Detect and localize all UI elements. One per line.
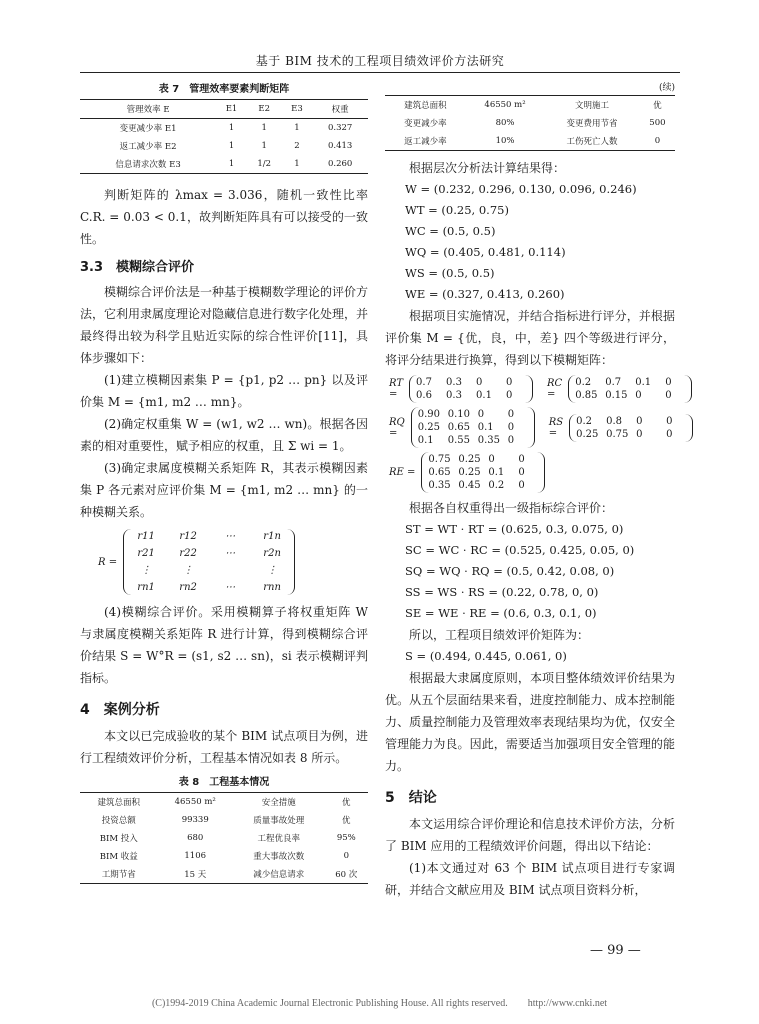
table-row	[80, 865, 368, 884]
table-cell: 建筑总面积	[97, 798, 141, 808]
matrix-cell: 0.75	[606, 428, 629, 440]
table8	[80, 792, 368, 884]
weight-vector-WT: WT = (0.25, 0.75)	[405, 203, 509, 217]
matrix-cell: 0	[518, 467, 525, 478]
matrix-cell: 0.65	[428, 467, 451, 478]
matrix-cell: 0	[506, 390, 513, 401]
matrix-cell: 0	[518, 454, 525, 465]
section-4-heading: 4 案例分析	[80, 702, 160, 718]
matrix-R-body	[123, 529, 295, 595]
table-cell: 1/2	[257, 159, 272, 169]
step-4: (4)模糊综合评价。采用模糊算子将权重矩阵 W 与隶属度模糊关系矩阵 R 进行计算，得到模糊综合评价结果 S = W°R = (s1, s2 … sn)，si 表示模糊评判指标。	[80, 605, 368, 685]
step-1: (1)建立模糊因素集 P = {p1, p2 … pn} 以及评价集 M = {m1, m2 … mn}。	[80, 373, 368, 409]
matrix-cell: 0	[666, 428, 673, 440]
matrix-row-RQ-RS	[385, 407, 675, 448]
table-row	[385, 114, 675, 132]
table-cell: 变更费用节省	[566, 119, 618, 129]
paragraph-level-eval: 根据各自权重得出一级指标综合评价：	[409, 501, 614, 515]
copyright-footer: (C)1994-2019 China Academic Journal Electronic Publishing House. All rights reserved. http://www.cnki.net	[151, 998, 608, 1009]
paragraph-scoring: 根据项目实施情况，并结合指标进行评分，并根据评价集 M = {优，良，中，差} 四个等级进行评分，将评分结果进行换算，得到以下模糊矩阵：	[385, 309, 675, 367]
matrix-cell: ⋮	[267, 565, 278, 576]
matrix-cell: 0.25	[458, 454, 481, 465]
table-cell: 15 天	[184, 870, 207, 880]
score-vector-SQ: SQ = WQ · RQ = (0.5, 0.42, 0.08, 0)	[405, 564, 615, 578]
matrix-cell: 0	[665, 390, 672, 401]
step-2: (2)确定权重集 W = (w1, w2 … wn)。根据各因素的相对重要性，赋予相应的权重，且 Σ wi = 1。	[80, 417, 368, 453]
weight-vector-WQ: WQ = (0.405, 0.481, 0.114)	[405, 245, 566, 259]
matrix-cell: 0.25	[458, 467, 481, 478]
table7-header-cell: E1	[216, 100, 247, 119]
matrix-cell	[214, 565, 246, 576]
matrix-cell: ⋮	[141, 565, 152, 576]
matrix-cell: 0.2	[488, 480, 505, 491]
matrix-RC-label: RC =	[547, 378, 563, 400]
table-row	[80, 829, 368, 847]
table-row	[80, 155, 368, 174]
table-cell: 2	[294, 141, 300, 151]
table7-header-row	[80, 100, 368, 119]
score-vector-SS: SS = WS · RS = (0.22, 0.78, 0, 0)	[405, 585, 599, 599]
table-cell: 优	[342, 798, 351, 808]
table-cell: 信息请求次数 E3	[115, 160, 181, 170]
table-cell: 46550 m²	[174, 797, 216, 807]
table-row	[80, 793, 368, 812]
table-cell: 安全措施	[261, 798, 296, 808]
matrix-cell: 0.55	[447, 435, 470, 446]
matrix-cell: 0.6	[416, 390, 432, 401]
weight-vector-WC: WC = (0.5, 0.5)	[405, 224, 496, 238]
table-cell: 工伤死亡人数	[566, 137, 618, 147]
matrix-cell: 0.45	[458, 480, 481, 491]
matrix-RC	[568, 375, 692, 403]
weight-vector-W: W = (0.232, 0.296, 0.130, 0.096, 0.246)	[405, 182, 637, 196]
table-cell: BIM 收益	[99, 852, 138, 862]
page-number: — 99 —	[590, 943, 641, 958]
matrix-cell: 0.1	[417, 435, 434, 446]
matrix-row-RE	[385, 452, 675, 493]
matrix-cell: 0.1	[477, 422, 494, 433]
table-cell: 95%	[336, 833, 356, 843]
matrix-cell: 0.85	[575, 390, 598, 401]
table-cell: 优	[653, 101, 662, 111]
table-cell: 减少信息请求	[253, 870, 305, 880]
matrix-cell: 0.1	[476, 390, 492, 401]
table-cell: 1	[294, 123, 300, 133]
table-cell: 0.260	[327, 159, 353, 169]
matrix-cell: 0.2	[575, 377, 592, 388]
table-row	[385, 96, 675, 115]
matrix-cell: 0	[506, 377, 513, 388]
matrix-cell: 0	[507, 435, 515, 446]
matrix-cell: 0.8	[606, 415, 623, 427]
table7-header-cell: 管理效率 E	[80, 100, 216, 119]
score-vector-SE: SE = WE · RE = (0.6, 0.3, 0.1, 0)	[405, 606, 597, 620]
paragraph-section-5-item-1: (1)本文通过对 63 个 BIM 试点项目进行专家调研，并结合文献应用及 BIM 试点项目资料分析，	[385, 861, 675, 897]
matrix-cell: 0	[507, 422, 515, 433]
table-cell: 工程优良率	[257, 834, 300, 844]
table-cell: 1	[228, 141, 235, 151]
matrix-cell: 0.2	[576, 415, 593, 427]
table7-caption: 表 7 管理效率要素判断矩阵	[158, 84, 290, 95]
table-cell: 1	[261, 123, 267, 133]
matrix-cell: rn1	[137, 582, 155, 593]
matrix-RS	[569, 414, 693, 442]
table8-continued	[385, 95, 675, 151]
running-header: 基于 BIM 技术的工程项目绩效评价方法研究	[255, 54, 505, 68]
matrix-cell: 0	[507, 409, 515, 420]
matrix-cell: 0	[636, 428, 643, 440]
table-row	[80, 119, 368, 138]
matrix-cell: 0.25	[417, 422, 440, 433]
table-cell: 工期节省	[101, 870, 136, 880]
table-cell: 1	[261, 141, 267, 151]
matrix-cell: 0.7	[416, 377, 432, 388]
table-cell: 500	[649, 118, 666, 128]
table-cell: BIM 投入	[99, 834, 138, 844]
table-cell: 10%	[495, 136, 515, 146]
table-cell: 0.413	[327, 141, 353, 151]
matrix-cell: 0.10	[447, 409, 470, 420]
paragraph-fuzzy-intro: 模糊综合评价法是一种基于模糊数学理论的评价方法，它利用隶属度理论对隐藏信息进行数字化处理，并最终得出较为科学且贴近实际的综合性评价[11]，具体步骤如下：	[80, 285, 369, 365]
matrix-cell: 0.35	[477, 435, 500, 446]
header-rule	[80, 72, 680, 73]
table8-caption: 表 8 工程基本情况	[178, 777, 270, 788]
matrix-RQ-label: RQ =	[389, 416, 405, 439]
table-row	[385, 132, 675, 151]
matrix-cell: r12	[179, 531, 197, 542]
paragraph-case-intro: 本文以已完成验收的某个 BIM 试点项目为例，进行工程绩效评价分析，工程基本情况如表 8 所示。	[80, 729, 368, 765]
matrix-cell: 0	[666, 415, 673, 427]
table8-continued-label: (续)	[658, 83, 675, 93]
table-cell: 质量事故处理	[253, 816, 305, 826]
matrix-RS-label: RS =	[548, 416, 564, 439]
matrix-RT-label: RT =	[389, 378, 404, 400]
matrix-cell: rnn	[263, 582, 281, 593]
table-cell: 0	[654, 136, 661, 146]
matrix-cell: 0.90	[417, 409, 440, 420]
table-cell: 60 次	[335, 870, 358, 880]
matrix-cell: 0	[477, 409, 485, 420]
matrix-RT	[409, 375, 533, 403]
matrix-RQ	[411, 407, 535, 448]
matrix-cell: 0.15	[605, 390, 628, 401]
table-row	[80, 137, 368, 155]
matrix-cell: 0	[488, 454, 495, 465]
section-5-heading: 5 结论	[385, 790, 437, 806]
matrix-cell: r22	[179, 548, 197, 559]
table-cell: 80%	[495, 118, 515, 128]
matrix-R-label: R =	[98, 556, 118, 568]
matrix-cell: r21	[137, 548, 155, 559]
table-cell: 返工减少率	[404, 137, 447, 147]
matrix-cell: 0.1	[488, 467, 505, 478]
paragraph-ahp-result: 根据层次分析法计算结果得：	[409, 161, 566, 175]
table-cell: 1	[228, 123, 235, 133]
matrix-cell: rn2	[179, 582, 197, 593]
matrix-R	[94, 529, 368, 595]
table7-header-cell: E3	[282, 100, 313, 119]
paragraph-conclusion: 根据最大隶属度原则，本项目整体绩效评价结果为优。从五个层面结果来看，进度控制能力、成本控制能力、质量控制能力及管理效率表现结果均为优，仅安全管理能力为良。因此，需要适当加强项目安全管理的能力。	[385, 671, 675, 773]
judgment-paragraph: 判断矩阵的 λmax = 3.036，随机一致性比率 C.R. = 0.03 < 0.1，故判断矩阵具有可以接受的一致性。	[80, 188, 368, 246]
table-cell: 0	[343, 851, 349, 861]
score-vector-S: S = (0.494, 0.445, 0.061, 0)	[405, 649, 567, 663]
table-cell: 680	[187, 833, 204, 843]
matrix-cell: r1n	[263, 531, 281, 542]
matrix-cell: ⋯	[225, 531, 236, 542]
matrix-cell: 0.3	[446, 390, 462, 401]
section-3-3-heading: 3.3 模糊综合评价	[80, 260, 195, 275]
table-cell: 46550 m²	[484, 100, 526, 110]
right-column	[385, 80, 675, 901]
table-cell: 99339	[181, 815, 209, 825]
table-cell: 变更减少率	[404, 119, 447, 129]
weight-vector-WS: WS = (0.5, 0.5)	[405, 266, 495, 280]
matrix-cell: 0	[636, 415, 643, 427]
table-row	[80, 847, 368, 865]
table-cell: 0.327	[327, 123, 353, 133]
paragraph-section-5: 本文运用综合评价理论和信息技术评价方法，分析了 BIM 应用的工程绩效评价问题，得出以下结论：	[385, 817, 675, 853]
paragraph-final-matrix: 所以，工程项目绩效评价矩阵为：	[409, 628, 590, 642]
matrix-cell: 0.25	[576, 428, 599, 440]
table-cell: 文明施工	[575, 101, 610, 111]
matrix-RE	[421, 452, 545, 493]
matrix-cell: ⋯	[225, 582, 236, 593]
score-vector-SC: SC = WC · RC = (0.525, 0.425, 0.05, 0)	[405, 543, 635, 557]
matrix-cell: 0	[518, 480, 525, 491]
matrix-cell: 0.1	[635, 377, 652, 388]
table-cell: 返工减少率 E2	[119, 142, 177, 152]
weight-vector-WE: WE = (0.327, 0.413, 0.260)	[405, 287, 565, 301]
matrix-cell: r11	[137, 531, 155, 542]
matrix-row-RT-RC	[385, 375, 675, 403]
table7-header-cell: E2	[247, 100, 282, 119]
matrix-cell: 0.7	[605, 377, 622, 388]
table7	[80, 99, 368, 174]
matrix-cell: 0.75	[428, 454, 451, 465]
matrix-cell: r2n	[263, 548, 281, 559]
matrix-cell: 0.3	[446, 377, 462, 388]
table-row	[80, 811, 368, 829]
matrix-cell: 0	[635, 390, 642, 401]
matrix-RE-label: RE =	[389, 467, 416, 478]
matrix-cell: ⋯	[225, 548, 236, 559]
matrix-cell: 0	[665, 377, 672, 388]
table-cell: 1	[294, 159, 300, 169]
table-cell: 建筑总面积	[404, 101, 447, 111]
table-cell: 优	[342, 816, 351, 826]
score-vector-ST: ST = WT · RT = (0.625, 0.3, 0.075, 0)	[405, 522, 624, 536]
step-3: (3)确定隶属度模糊关系矩阵 R，其表示模糊因素集 P 各元素对应评价集 M = {m1, m2 … mn} 的一种模糊关系。	[80, 461, 368, 519]
table-cell: 1	[228, 159, 235, 169]
matrix-cell: ⋮	[183, 565, 194, 576]
left-column	[80, 80, 368, 884]
table-cell: 投资总额	[101, 816, 136, 826]
matrix-cell: 0.35	[428, 480, 451, 491]
matrix-cell: 0	[476, 377, 483, 388]
table-cell: 变更减少率 E1	[119, 124, 177, 134]
table-cell: 重大事故次数	[253, 852, 305, 862]
table-cell: 1106	[184, 851, 207, 861]
table7-header-cell: 权重	[312, 100, 368, 119]
matrix-cell: 0.65	[447, 422, 470, 433]
